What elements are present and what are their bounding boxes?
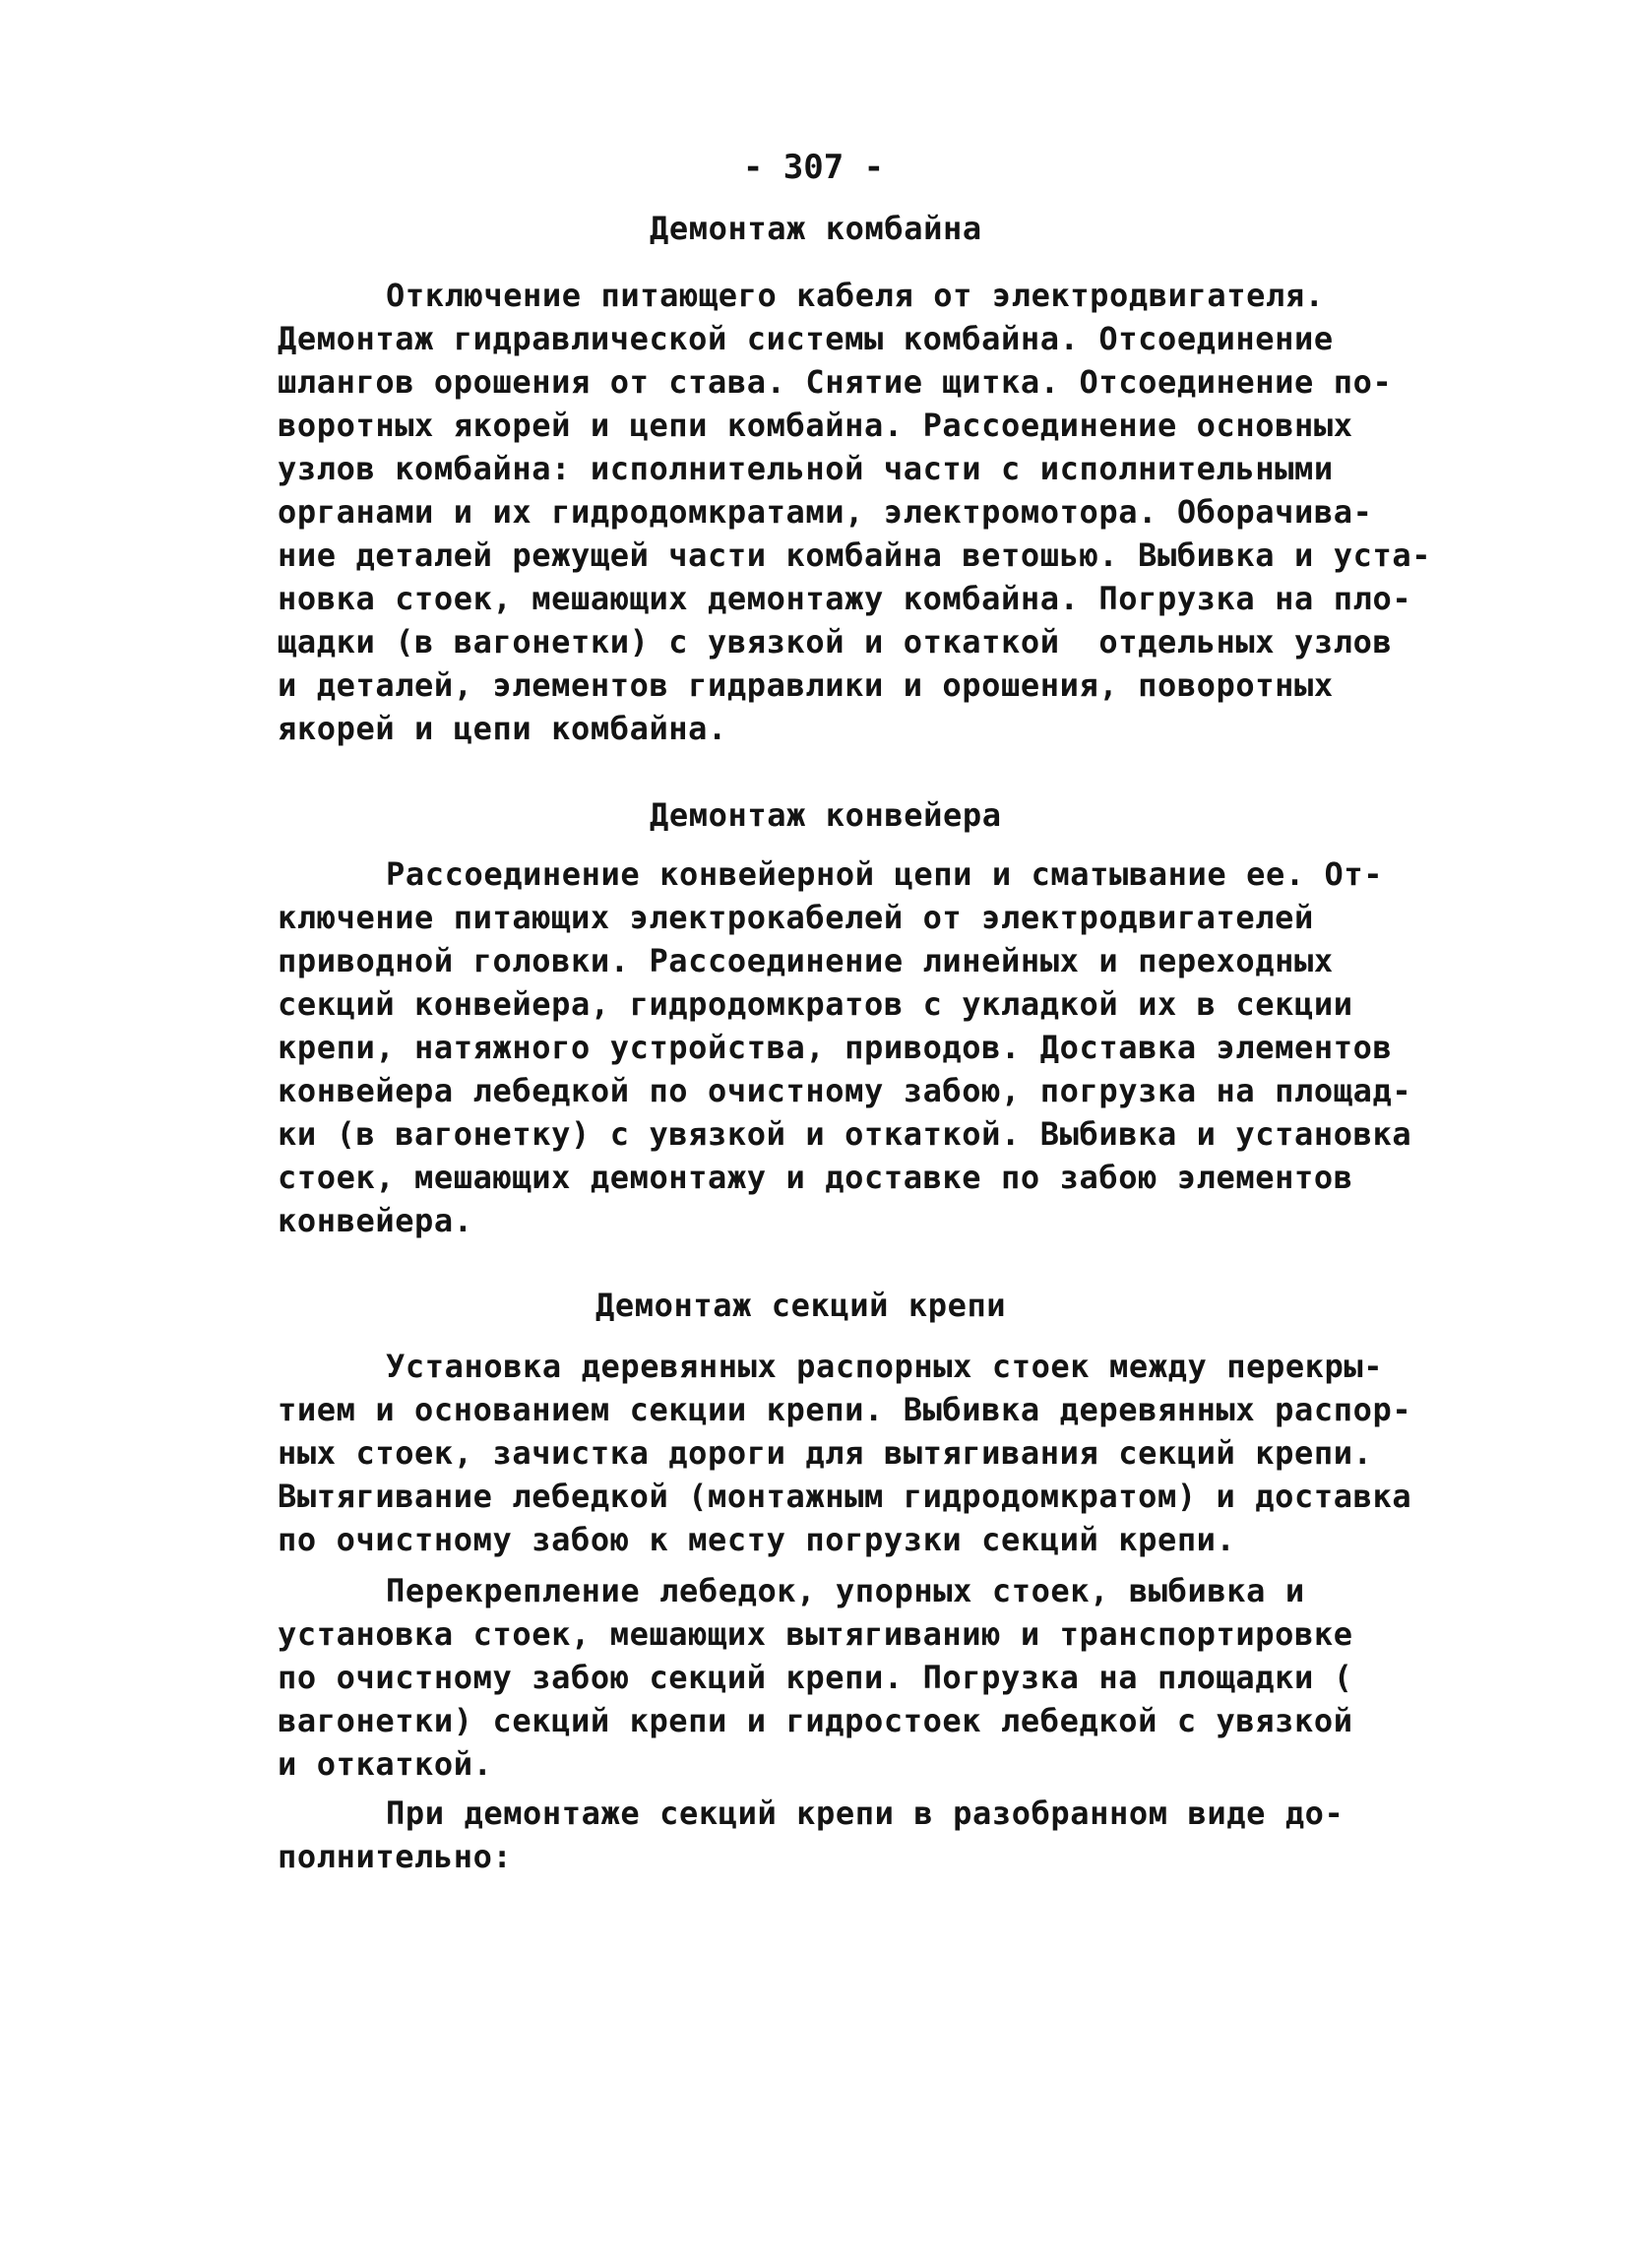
text-line: новка стоек, мешающих демонтажу комбайна. Погрузка на пло- — [278, 580, 1412, 617]
text-line: конвейера. — [278, 1202, 473, 1239]
text-line: Перекрепление лебедок, упорных стоек, выбивка и — [386, 1572, 1305, 1609]
text-line: ных стоек, зачистка дороги для вытягивания секций крепи. — [278, 1434, 1373, 1472]
text-line: Вытягивание лебедкой (монтажным гидродомкратом) и доставка — [278, 1478, 1412, 1515]
text-line: Установка деревянных распорных стоек между перекры- — [386, 1348, 1384, 1385]
text-line: органами и их гидродомкратами, электромотора. Оборачива- — [278, 493, 1373, 531]
text-line: При демонтаже секций крепи в разобранном виде до- — [386, 1795, 1345, 1832]
text-line: Рассоединение конвейерной цепи и сматывание ее. От- — [386, 855, 1384, 893]
text-line: тием и основанием секции крепи. Выбивка деревянных распор- — [278, 1391, 1412, 1428]
text-line: воротных якорей и цепи комбайна. Рассоединение основных — [278, 407, 1353, 444]
section-heading-conveyor: Демонтаж конвейера — [650, 796, 1002, 834]
text-line: вагонетки) секций крепи и гидростоек лебедкой с увязкой — [278, 1702, 1353, 1739]
text-line: ки (в вагонетку) с увязкой и откаткой. Выбивка и установка — [278, 1115, 1412, 1153]
text-line: стоек, мешающих демонтажу и доставке по забою элементов — [278, 1159, 1353, 1196]
text-line: шлангов орошения от става. Снятие щитка. Отсоединение по- — [278, 363, 1393, 401]
text-line: щадки (в вагонетки) с увязкой и откаткой отдельных узлов — [278, 623, 1393, 661]
text-line: секций конвейера, гидродомкратов с укладкой их в секции — [278, 985, 1353, 1023]
text-line: приводной головки. Рассоединение линейных и переходных — [278, 942, 1334, 979]
text-line: ключение питающих электрокабелей от электродвигателей — [278, 899, 1314, 936]
page-number: - 307 - — [742, 148, 885, 187]
text-line: ние деталей режущей части комбайна ветошью. Выбивка и уста- — [278, 536, 1432, 574]
section-heading-combine: Демонтаж комбайна — [650, 210, 982, 247]
text-line: крепи, натяжного устройства, приводов. Доставка элементов — [278, 1029, 1393, 1066]
text-line: узлов комбайна: исполнительной части с исполнительными — [278, 450, 1334, 487]
text-line: конвейера лебедкой по очистному забою, погрузка на площад- — [278, 1072, 1412, 1109]
text-line: полнительно: — [278, 1838, 513, 1875]
text-line: и деталей, элементов гидравлики и орошения, поворотных — [278, 666, 1334, 704]
text-line: по очистному забою к месту погрузки секций крепи. — [278, 1521, 1236, 1558]
text-line: установка стоек, мешающих вытягиванию и транспортировке — [278, 1615, 1353, 1653]
text-line: Демонтаж гидравлической системы комбайна. Отсоединение — [278, 320, 1334, 357]
section-heading-support-sections: Демонтаж секций крепи — [595, 1287, 1007, 1324]
text-line: якорей и цепи комбайна. — [278, 710, 727, 747]
text-line: Отключение питающего кабеля от электродвигателя. — [386, 277, 1325, 314]
text-line: и откаткой. — [278, 1745, 493, 1783]
text-line: по очистному забою секций крепи. Погрузка на площадки ( — [278, 1659, 1353, 1696]
